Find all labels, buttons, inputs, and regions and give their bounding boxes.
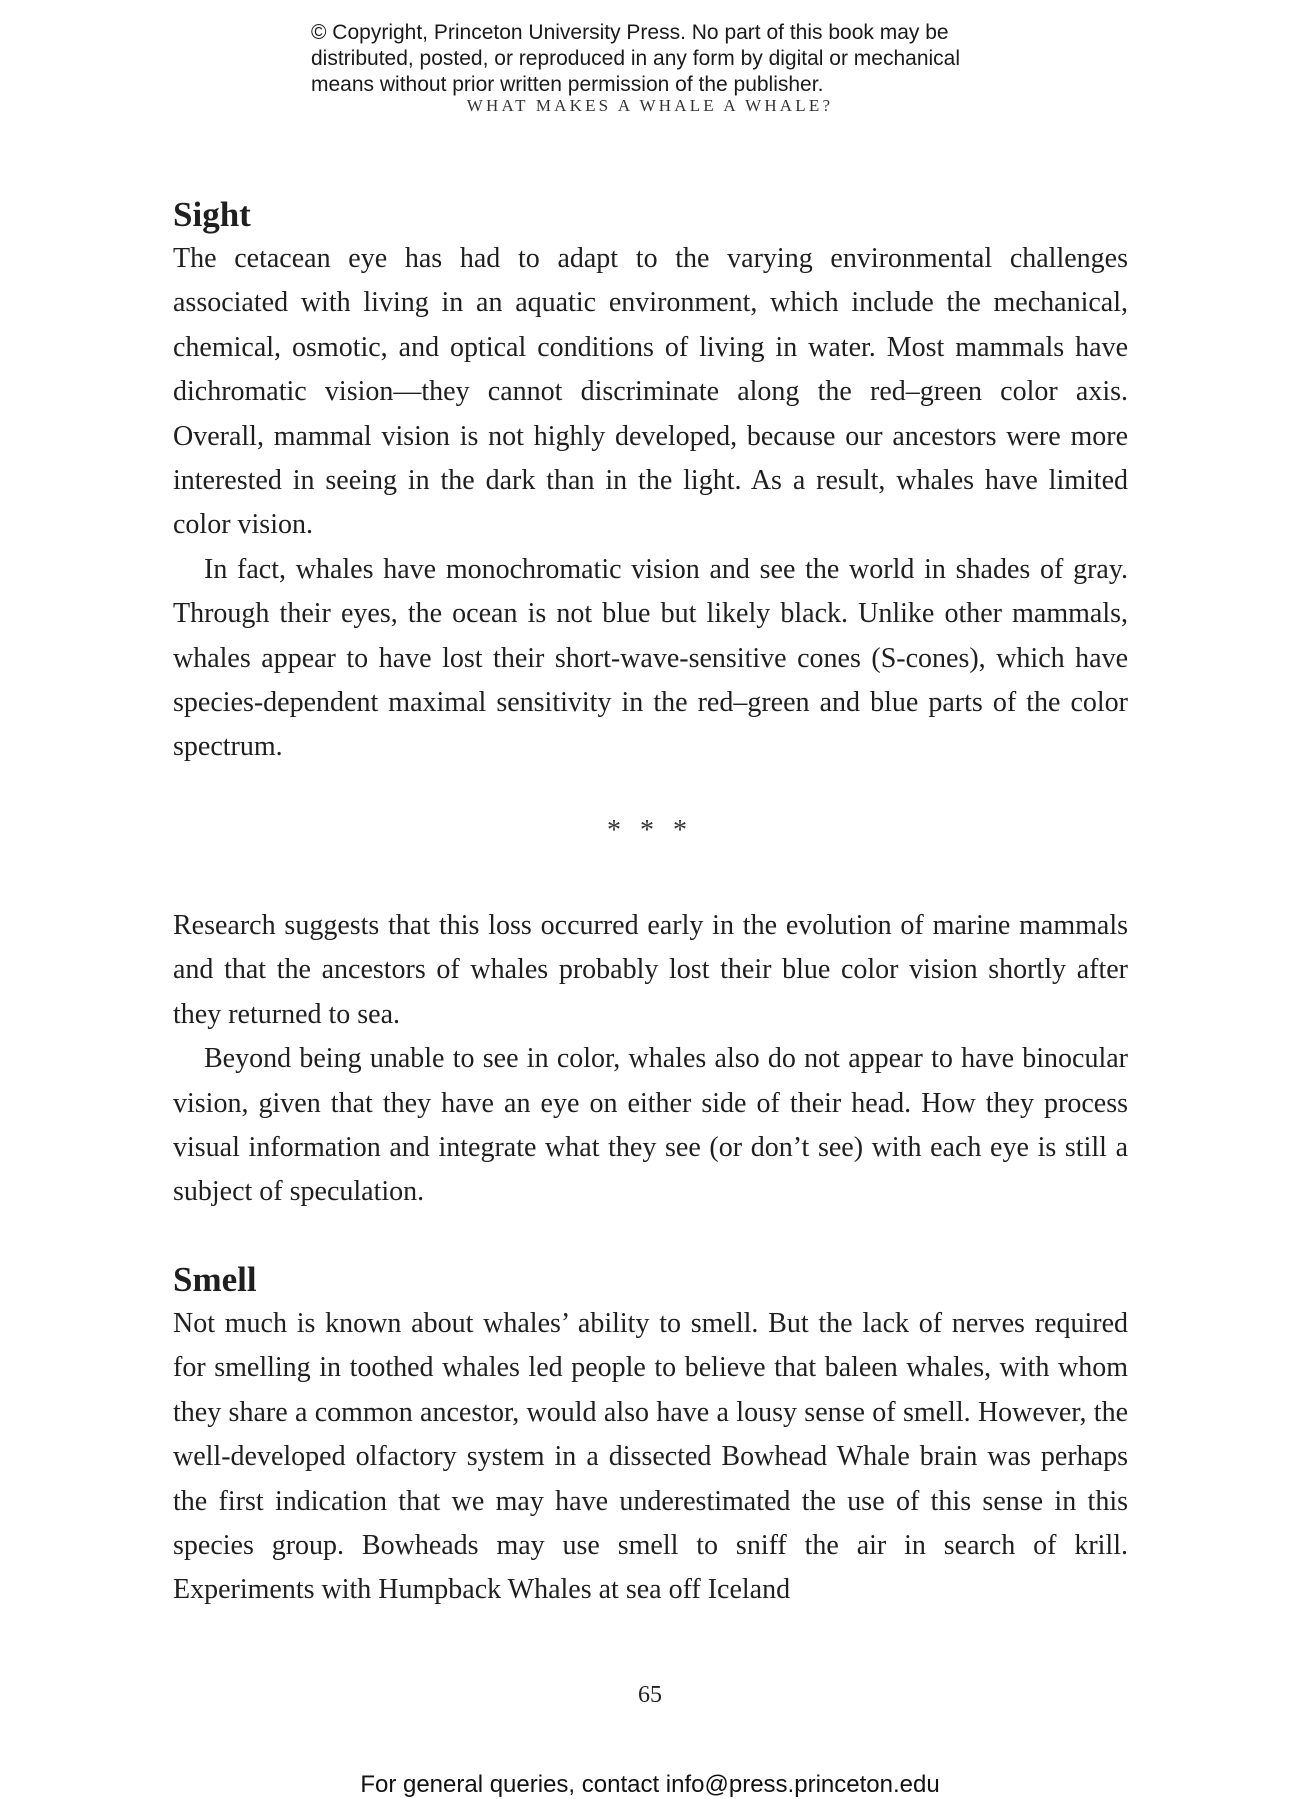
running-head: WHAT MAKES A WHALE A WHALE?	[466, 96, 834, 115]
smell-section	[173, 1258, 1128, 1613]
footer-contact: For general queries, contact info@press.princeton.edu	[360, 1771, 940, 1798]
sight-section	[173, 193, 1128, 770]
page-number: 65	[638, 1682, 662, 1708]
copyright-notice	[311, 20, 1071, 98]
copyright-line-3: means without prior written permission of the publisher.	[311, 73, 824, 96]
smell-paragraph-1: Not much is known about whales’ ability to smell. But the lack of nerves required for smelling in toothed whales led people to believe that baleen whales, with whom they share a common ancestor, would also have a lousy sense of smell. However, the well-developed olfactory system in a dissected Bowhead Whale brain was perhaps the first indication that we may have underestimated the use of this sense in this species group. Bowheads may use smell to sniff the air in search of krill. Experiments with Humpback Whales at sea off Iceland	[173, 1308, 1128, 1606]
sight-heading: Sight	[173, 195, 251, 234]
smell-heading: Smell	[173, 1260, 257, 1299]
continuation-paragraph-1: Research suggests that this loss occurred early in the evolution of marine mammals and that the ancestors of whales probably lost their blue color vision shortly after they returned to sea.	[173, 910, 1128, 1030]
section-break: * * *	[607, 815, 693, 846]
continuation-section	[173, 904, 1128, 1215]
copyright-line-2: distributed, posted, or reproduced in any form by digital or mechanical	[311, 47, 961, 70]
continuation-paragraph-2: Beyond being unable to see in color, whales also do not appear to have binocular vision, given that they have an eye on either side of their head. How they process visual information and integrate what they see (or don’t see) with each eye is still a subject of speculation.	[173, 1043, 1128, 1208]
sight-paragraph-1: The cetacean eye has had to adapt to the varying environmental challenges associated with living in an aquatic environment, which include the mechanical, chemical, osmotic, and optical conditions of living in water. Most mammals have dichromatic vision—they cannot discriminate along the red–green color axis. Overall, mammal vision is not highly developed, because our ancestors were more interested in seeing in the dark than in the light. As a result, whales have limited color vision.	[173, 243, 1128, 541]
sight-paragraph-2: In fact, whales have monochromatic vision and see the world in shades of gray. Through their eyes, the ocean is not blue but likely black. Unlike other mammals, whales appear to have lost their short-wave-sensitive cones (S-cones), which have species-dependent maximal sensitivity in the red–green and blue parts of the color spectrum.	[173, 553, 1128, 763]
copyright-line-1: © Copyright, Princeton University Press. No part of this book may be	[311, 21, 949, 44]
